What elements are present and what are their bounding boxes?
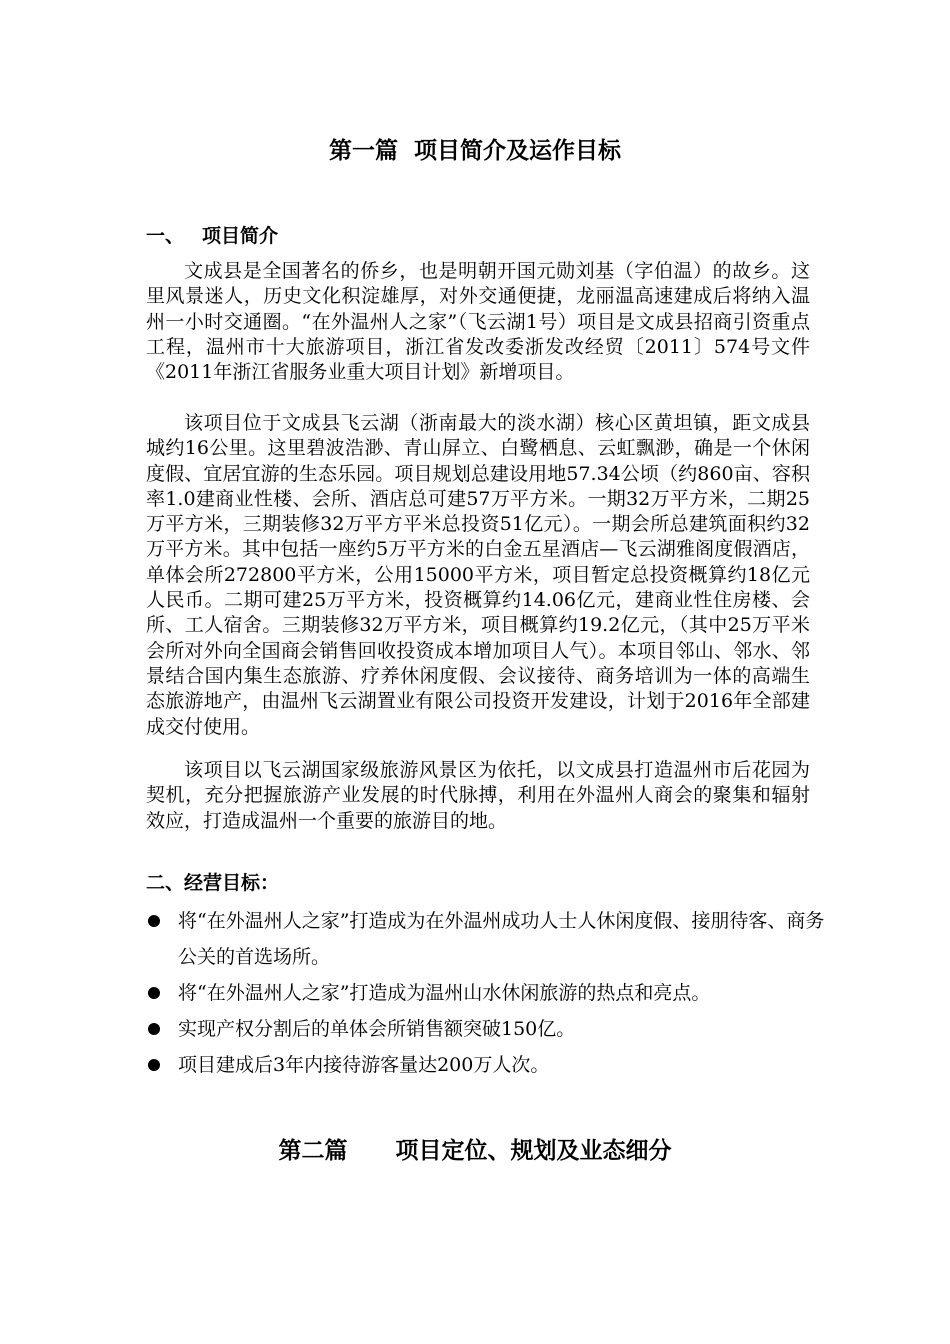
list-item-text: 将“在外温州人之家”打造成为温州山水休闲旅游的热点和亮点。: [178, 982, 711, 1004]
list-item-text: 项目建成后3年内接待游客量达200万人次。: [178, 1054, 550, 1076]
business-goals-list: [146, 903, 826, 1083]
paragraph-project-vision: 该项目以飞云湖国家级旅游风景区为依托，以文成县打造温州市后花园为契机，充分把握旅游产业发展的时代脉搏，利用在外温州人商会的聚集和辐射效应，打造成温州一个重要的旅游目的地。: [146, 759, 810, 832]
bullet-icon: [148, 915, 160, 927]
bullet-icon: [148, 1023, 160, 1035]
list-item: [146, 1011, 826, 1047]
part-two-title: 第二篇 项目定位、规划及业态细分: [278, 1138, 672, 1164]
paragraph-county-intro: 文成县是全国著名的侨乡，也是明朝开国元勋刘基（字伯温）的故乡。这里风景迷人，历史文化积淀雄厚，对外交通便捷，龙丽温高速建成后将纳入温州一小时交通圈。“在外温州人之家”（飞云湖1号）项目是文成县招商引资重点工程，温州市十大旅游项目，浙江省发改委浙发改经贸〔2011〕574号文件《2011年浙江省服务业重大项目计划》新增项目。: [146, 260, 810, 384]
bullet-icon: [148, 987, 160, 999]
section-one-heading: [146, 223, 278, 249]
section-two-heading: 二、经营目标：: [146, 872, 280, 894]
section-one-title: 项目简介: [202, 225, 279, 247]
section-one-number: 一、: [146, 225, 185, 247]
list-item-text: 将“在外温州人之家”打造成为在外温州成功人士人休闲度假、接朋待客、商务公关的首选场所。: [178, 910, 825, 968]
bullet-icon: [148, 1059, 160, 1071]
list-item: [146, 975, 826, 1011]
list-item: [146, 903, 826, 975]
paragraph-project-location: 该项目位于文成县飞云湖（浙南最大的淡水湖）核心区黄坦镇，距文成县城约16公里。这里碧波浩渺、青山屏立、白鹭栖息、云虹飘渺，确是一个休闲度假、宜居宜游的生态乐园。项目规划总建设用地57.34公顷（约860亩、容积率1.0建商业性楼、会所、酒店总可建57万平方米。一期32万平方米，二期25万平方米，三期装修32万平方平米总投资51亿元）。一期会所总建筑面积约32万平方米。其中包括一座约5万平方米的白金五星酒店—飞云湖雅阁度假酒店，单体会所272800平方米，公用15000平方米，项目暂定总投资概算约18亿元人民币。二期可建25万平方米，投资概算约14.06亿元，建商业性住房楼、会所、工人宿舍。三期装修32万平方米，项目概算约19.2亿元，（其中25万平米会所对外向全国商会销售回收投资成本增加项目人气）。本项目邻山、邻水、邻景结合国内集生态旅游、疗养休闲度假、会议接待、商务培训为一体的高端生态旅游地产，由温州飞云湖置业有限公司投资开发建设，计划于2016年全部建成交付使用。: [146, 412, 810, 738]
list-item: [146, 1047, 826, 1083]
list-item-text: 实现产权分割后的单体会所销售额突破150亿。: [178, 1018, 576, 1040]
part-one-title: 第一篇 项目简介及运作目标: [328, 138, 621, 164]
